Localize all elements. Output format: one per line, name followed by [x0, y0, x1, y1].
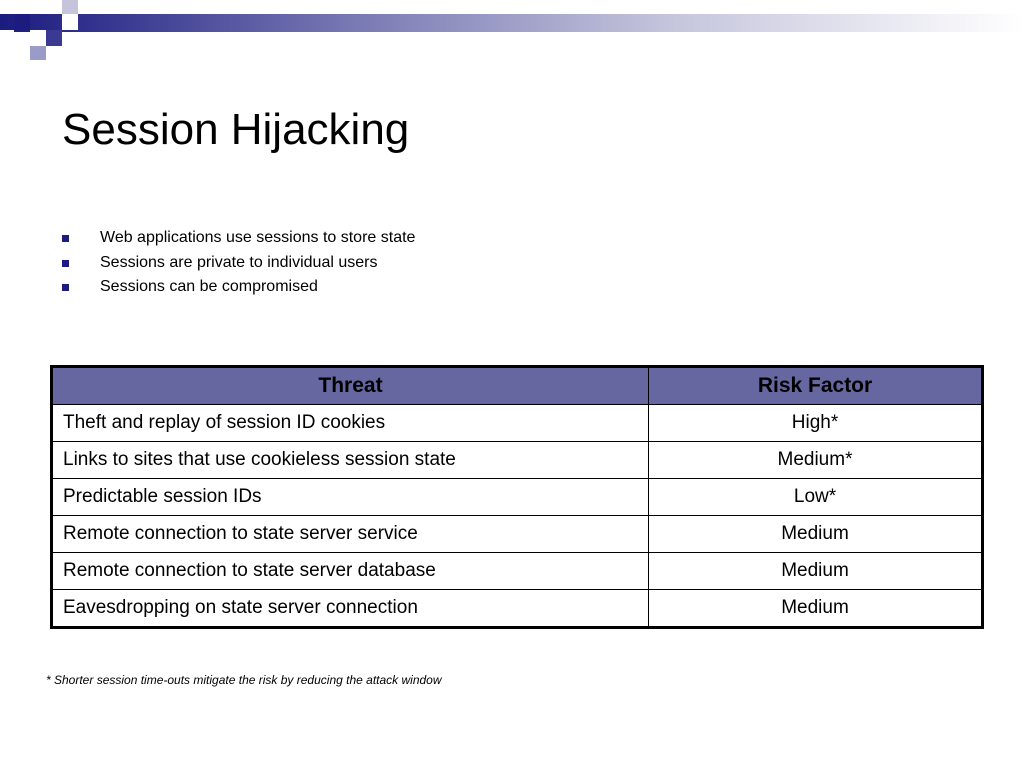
header-gradient-band — [0, 14, 1024, 32]
bullet-item — [62, 253, 415, 278]
decor-square — [46, 30, 62, 46]
decor-square — [14, 14, 30, 30]
decor-square — [0, 0, 14, 14]
threat-cell: Predictable session IDs — [52, 479, 649, 516]
decor-square — [62, 14, 78, 30]
table-row — [52, 405, 983, 442]
bullet-list — [62, 228, 415, 302]
risk-cell: Low* — [649, 479, 983, 516]
table-row — [52, 590, 983, 628]
footnote: * Shorter session time-outs mitigate the risk by reducing the attack window — [46, 673, 442, 687]
column-header-risk-factor: Risk Factor — [649, 367, 983, 405]
bullet-text: Sessions are private to individual users — [100, 253, 378, 271]
square-bullet-icon — [62, 260, 69, 267]
bullet-text: Sessions can be compromised — [100, 278, 318, 295]
threat-cell: Theft and replay of session ID cookies — [52, 405, 649, 442]
bullet-item — [62, 228, 415, 253]
square-bullet-icon — [62, 235, 69, 242]
risk-cell: Medium — [649, 553, 983, 590]
table-row — [52, 442, 983, 479]
bullet-item — [62, 277, 415, 302]
decor-square — [0, 30, 14, 46]
decor-square — [30, 46, 46, 60]
risk-cell: Medium — [649, 516, 983, 553]
threat-cell: Remote connection to state server database — [52, 553, 649, 590]
table-row — [52, 479, 983, 516]
column-header-threat: Threat — [52, 367, 649, 405]
risk-cell: High* — [649, 405, 983, 442]
threat-risk-table — [50, 365, 984, 629]
decor-square — [62, 0, 78, 14]
table-row — [52, 553, 983, 590]
decor-square — [30, 30, 46, 46]
decor-square — [46, 0, 62, 14]
table-header-row — [52, 367, 983, 405]
threat-cell: Links to sites that use cookieless session state — [52, 442, 649, 479]
bullet-text: Web applications use sessions to store state — [100, 229, 416, 246]
threat-cell: Eavesdropping on state server connection — [52, 590, 649, 628]
table-row — [52, 516, 983, 553]
threat-cell: Remote connection to state server service — [52, 516, 649, 553]
risk-cell: Medium — [649, 590, 983, 628]
square-bullet-icon — [62, 284, 69, 291]
slide-title: Session Hijacking — [62, 105, 410, 154]
risk-cell: Medium* — [649, 442, 983, 479]
